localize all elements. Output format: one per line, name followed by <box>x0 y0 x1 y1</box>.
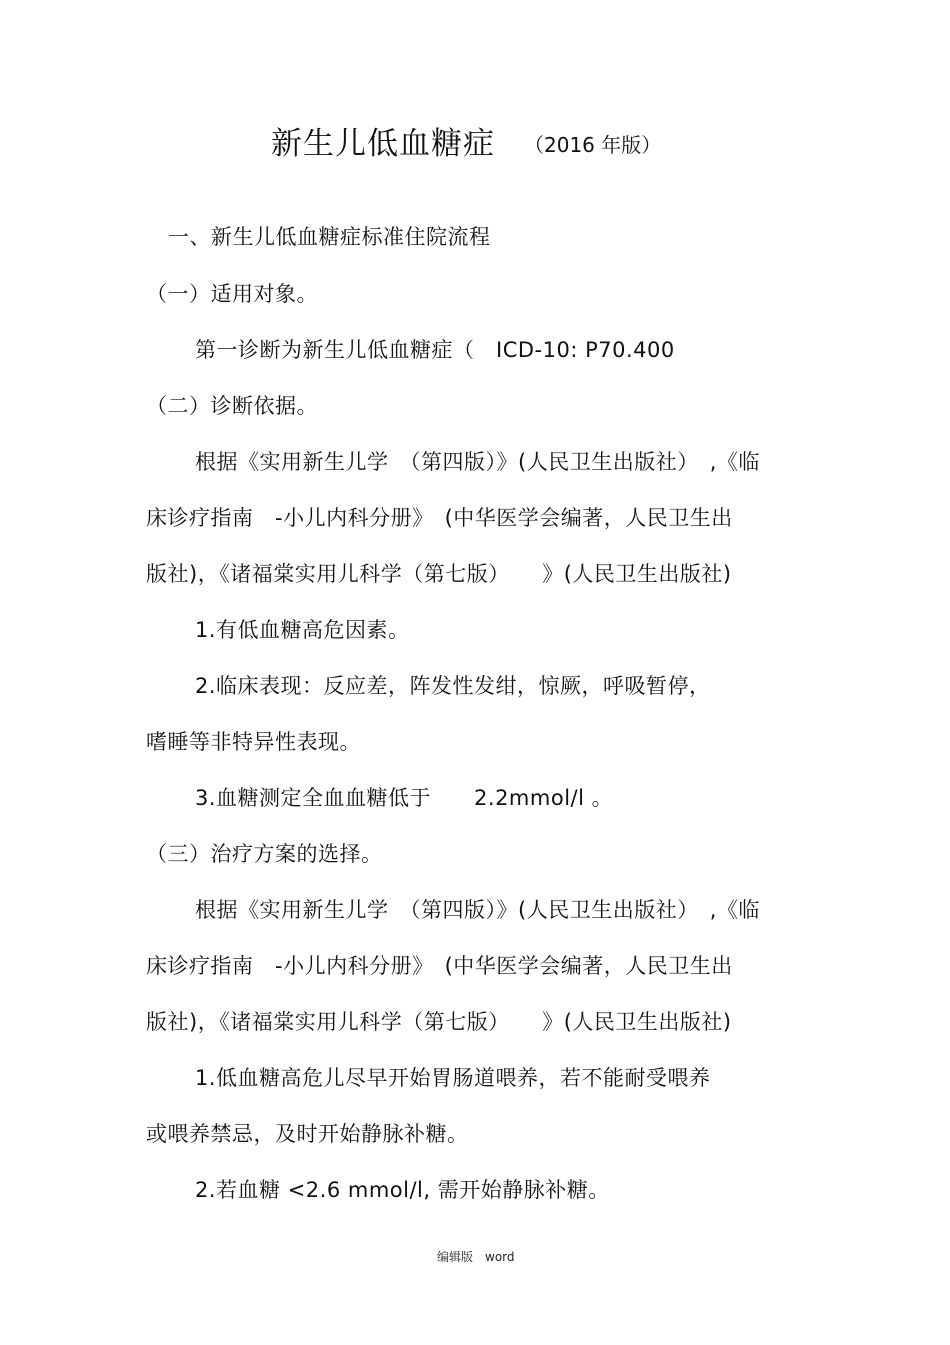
subsection-heading: （三）治疗方案的选择。 <box>146 842 383 866</box>
paragraph-line: 或喂养禁忌，及时开始静脉补糖。 <box>146 1122 469 1146</box>
paragraph-line: 嗜睡等非特异性表现。 <box>146 730 361 754</box>
section-heading: 一、新生儿低血糖症标准住院流程 <box>168 225 491 249</box>
list-item: 2.临床表现：反应差，阵发性发绀，惊厥，呼吸暂停， <box>195 674 711 698</box>
paragraph-line: 根据《实用新生儿学 （第四版）》(人民卫生出版社） ,《临 <box>195 450 760 474</box>
paragraph-line: 版社)，《诸福棠实用儿科学（第七版） 》(人民卫生出版社) <box>146 562 732 586</box>
list-item: 3.血糖测定全血血糖低于 2.2mmol/l 。 <box>195 786 614 810</box>
list-item: 2.若血糖 <2.6 mmol/l, 需开始静脉补糖。 <box>195 1178 610 1202</box>
paragraph-line: 床诊疗指南 -小儿内科分册》 (中华医学会编著，人民卫生出 <box>146 954 733 978</box>
paragraph-line: 第一诊断为新生儿低血糖症（ ICD-10: P70.400 <box>195 338 675 362</box>
paragraph-line: 床诊疗指南 -小儿内科分册》 (中华医学会编著，人民卫生出 <box>146 506 733 530</box>
paragraph-line: 根据《实用新生儿学 （第四版）》(人民卫生出版社） ,《临 <box>195 898 760 922</box>
paragraph-line: 版社)，《诸福棠实用儿科学（第七版） 》(人民卫生出版社) <box>146 1010 732 1034</box>
list-item: 1.低血糖高危儿尽早开始胃肠道喂养，若不能耐受喂养 <box>195 1066 711 1090</box>
list-item: 1.有低血糖高危因素。 <box>195 618 410 642</box>
document-title: 新生儿低血糖症 <box>271 126 495 162</box>
subsection-heading: （一）适用对象。 <box>146 282 318 306</box>
document-edition: （2016 年版） <box>524 133 662 157</box>
subsection-heading: （二）诊断依据。 <box>146 394 318 418</box>
page-footer: 编辑版 word <box>437 1250 515 1264</box>
